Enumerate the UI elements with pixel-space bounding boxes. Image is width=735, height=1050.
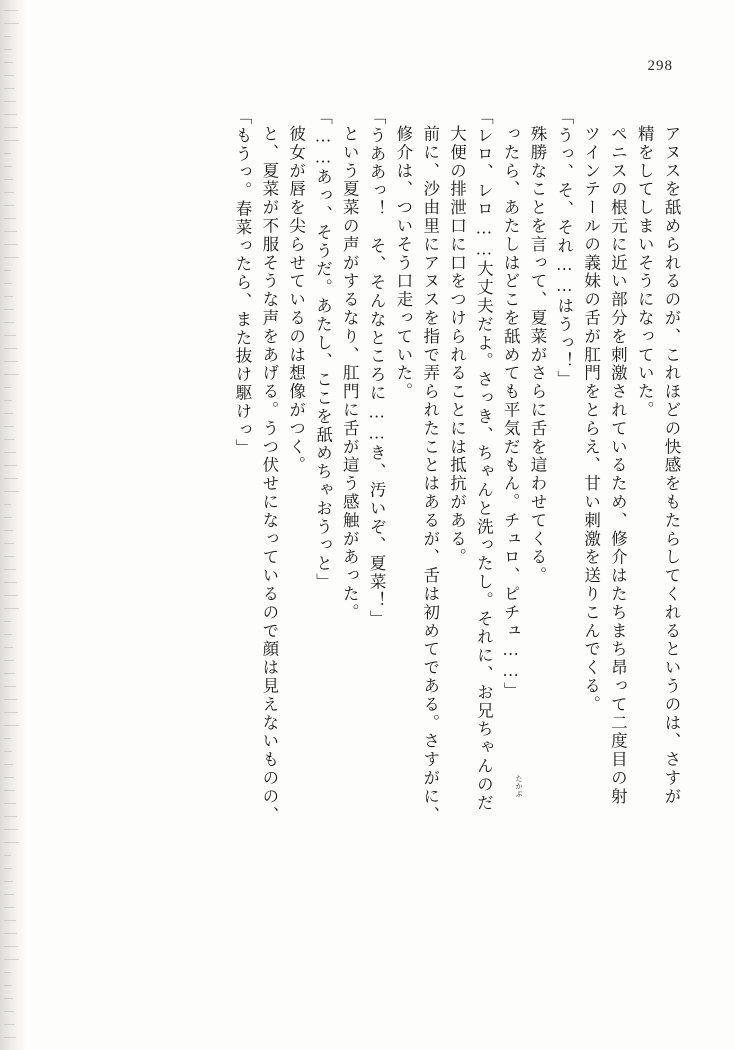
page-number: 298 <box>647 58 673 74</box>
text-column: 大便の排泄口に口をつけられることには抵抗がある。 <box>447 125 467 567</box>
text-column: 「レロ、レロ……大丈夫だよ。さっき、ちゃんと洗ったし。それに、お兄ちゃんのだ <box>474 108 494 813</box>
text-column: 精をしてしまいそうになっていた。 <box>635 125 655 420</box>
text-column: 「うっ、そ、それ……はうっ！」 <box>554 108 574 389</box>
ruby-annotation: たかぶ <box>515 775 523 798</box>
text-column: ペニスの根元に近い部分を刺激されているため、修介はたちまち昂って二度目の射 <box>608 125 628 806</box>
text-column: 殊勝なことを言って、夏菜がさらに舌を這わせてくる。 <box>527 125 547 585</box>
text-column: という夏菜の声がするなり、肛門に舌が這う感触があった。 <box>340 125 360 622</box>
text-column: アヌスを舐められるのが、これほどの快感をもたらしてくれるというのは、さすが <box>662 125 681 806</box>
text-column: と、夏菜が不服そうな声をあげる。うつ伏せになっているので顔は見えないものの、 <box>259 125 279 825</box>
text-column: 彼女が唇を尖らせているのは想像がつく。 <box>286 125 306 475</box>
text-column: ツインテールの義妹の舌が肛門をとらえ、甘い刺激を送りこんでくる。 <box>581 125 601 714</box>
text-column: 「うああっ！ そ、そんなところに……き、汚いぞ、夏菜！」 <box>367 108 387 629</box>
text-column: 修介は、ついそう口走っていた。 <box>393 125 413 401</box>
vertical-text-block <box>224 108 680 968</box>
text-column: ったら、あたしはどこを舐めても平気だもん。チュロ、ピチュ……」 <box>501 125 521 701</box>
text-column: 「……あっ、そうだ。あたし、ここを舐めちゃおうっと」 <box>313 108 333 592</box>
text-column: 前に、沙由里にアヌスを指で弄られたことはあるが、舌は初めてである。さすがに、 <box>420 125 440 825</box>
page-gutter-lines <box>4 0 20 1050</box>
text-column: 「もうっ。春菜ったら、また抜け駆けっ」 <box>233 108 252 458</box>
